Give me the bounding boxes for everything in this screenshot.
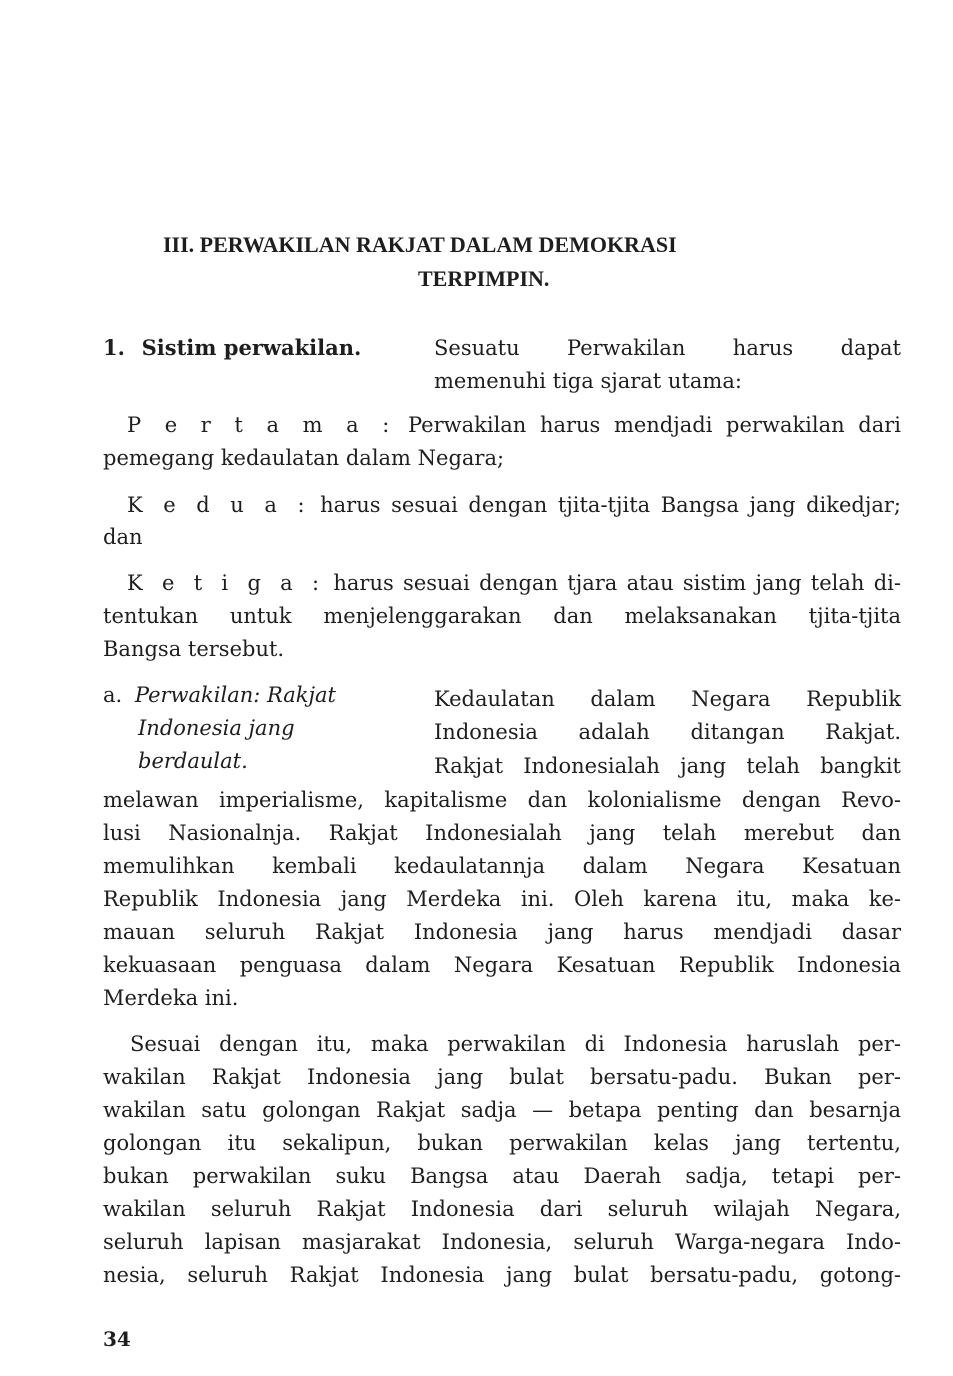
subsection-a-title-line2: Indonesia jang (138, 716, 295, 740)
paragraph-2-line: nesia, seluruh Rakjat Indonesia jang bulat bersatu-padu, gotong- (103, 1263, 901, 1287)
section-intro-line1: Sesuatu Perwakilan harus dapat (434, 336, 901, 360)
subsection-a-line: Merdeka ini. (103, 986, 239, 1010)
kedua-label: K e d u a : (127, 493, 310, 517)
subsection-a-right-line2: Indonesia adalah ditangan Rakjat. (434, 720, 901, 744)
pertama-text1: Perwakilan harus mendjadi perwakilan dari (407, 413, 901, 437)
ketiga-text1: harus sesuai dengan tjara atau sistim jang telah di- (333, 571, 901, 595)
subsection-a-title-line3: berdaulat. (138, 749, 248, 773)
pertama-line2: pemegang kedaulatan dalam Negara; (103, 446, 505, 470)
kedua-line1 (127, 490, 901, 520)
section-1-heading (103, 333, 361, 363)
chapter-heading-line2: TERPIMPIN. (418, 266, 550, 291)
pertama-label: P e r t a m a : (127, 413, 395, 437)
paragraph-2-line: Sesuai dengan itu, maka perwakilan di Indonesia haruslah per- (130, 1032, 901, 1056)
subsection-a-line: mauan seluruh Rakjat Indonesia jang harus mendjadi dasar (103, 920, 901, 944)
subsection-title-1: Perwakilan: Rakjat (134, 683, 337, 707)
subsection-a-title-line1 (103, 680, 336, 710)
kedua-text1: harus sesuai dengan tjita-tjita Bangsa jang dikedjar; (320, 493, 901, 517)
paragraph-2-line: wakilan satu golongan Rakjat sadja — betapa penting dan besarnja (103, 1098, 901, 1122)
subsection-a-line: Republik Indonesia jang Merdeka ini. Oleh karena itu, maka ke- (103, 887, 901, 911)
paragraph-2-line: wakilan Rakjat Indonesia jang bulat bersatu-padu. Bukan per- (103, 1065, 901, 1089)
ketiga-line2: tentukan untuk menjelenggarakan dan melaksanakan tjita-tjita (103, 604, 901, 628)
section-intro-line2: memenuhi tiga sjarat utama: (434, 369, 742, 393)
paragraph-2-line: bukan perwakilan suku Bangsa atau Daerah sadja, tetapi per- (103, 1164, 901, 1188)
kedua-line2: dan (103, 525, 143, 549)
pertama-line1 (127, 410, 901, 440)
paragraph-2-line: golongan itu sekalipun, bukan perwakilan kelas jang tertentu, (103, 1131, 901, 1155)
ketiga-label: K e t i g a : (127, 571, 325, 595)
section-number: 1. (103, 335, 125, 360)
subsection-a-line: memulihkan kembali kedaulatannja dalam Negara Kesatuan (103, 854, 901, 878)
subsection-a-line: kekuasaan penguasa dalam Negara Kesatuan Republik Indonesia (103, 953, 901, 977)
subsection-a-right-line1: Kedaulatan dalam Negara Republik (434, 687, 901, 711)
ketiga-line1 (127, 568, 901, 598)
page-number: 34 (103, 1327, 131, 1351)
subsection-a-line: lusi Nasionalnja. Rakjat Indonesialah jang telah merebut dan (103, 821, 901, 845)
ketiga-line3: Bangsa tersebut. (103, 637, 285, 661)
subsection-label: a. (103, 683, 123, 707)
section-title: Sistim perwakilan. (141, 335, 362, 360)
subsection-a-right-line3: Rakjat Indonesialah jang telah bangkit (434, 754, 901, 778)
chapter-heading-line1: III. PERWAKILAN RAKJAT DALAM DEMOKRASI (163, 232, 677, 257)
subsection-a-line: melawan imperialisme, kapitalisme dan kolonialisme dengan Revo- (103, 788, 901, 812)
paragraph-2-line: seluruh lapisan masjarakat Indonesia, seluruh Warga-negara Indo- (103, 1230, 901, 1254)
paragraph-2-line: wakilan seluruh Rakjat Indonesia dari seluruh wilajah Negara, (103, 1197, 901, 1221)
